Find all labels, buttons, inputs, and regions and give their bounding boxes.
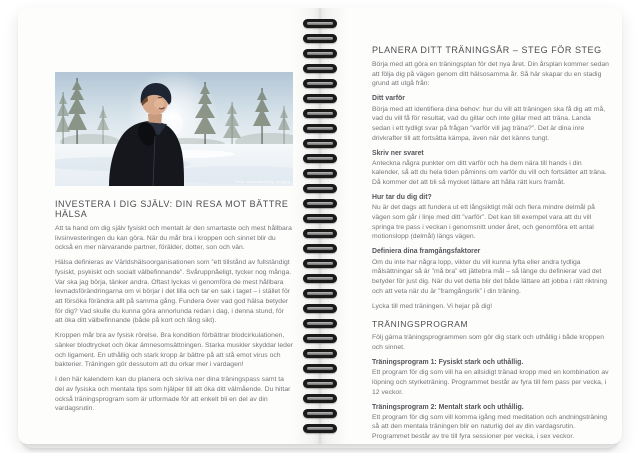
binding-loop — [303, 334, 337, 343]
binding-loop — [303, 259, 337, 268]
binding-loop — [303, 289, 337, 298]
binding-loop — [303, 154, 337, 163]
section-framgangsfaktorer — [372, 247, 610, 296]
binding-loop — [303, 409, 337, 418]
photo-credit: Foto: andreas/Getty Images — [235, 179, 290, 184]
planner-book-spread — [18, 8, 622, 444]
right-intro: Börja med att göra en träningsplan för det nya året. Din årsplan kommer sedan att följa dig på vägen genom ditt hälsosamma år. Så här skapar du en stadig grund att utgå från: — [372, 61, 609, 88]
spiral-binding — [302, 19, 338, 433]
binding-loop — [303, 124, 337, 133]
binding-loop — [303, 34, 337, 43]
binding-loop — [303, 64, 337, 73]
binding-loop — [303, 394, 337, 403]
section-body: Om du inte har några lopp, vikter du vill kunna lyfta eller andra tydliga målsättningar så är ”må bra” ett jättebra mål – så länge du definierar vad det betyder för just dig. När du vet detta blir det både lättare att jobba i rätt riktning och att veta när du är ”framgångsrik” i din träning. — [372, 258, 608, 295]
binding-loop — [303, 19, 337, 28]
closing-line: Lycka till med träningen. Vi hejar på dig! — [372, 302, 493, 310]
binding-loop — [303, 319, 337, 328]
program-1 — [372, 358, 610, 397]
binding-loop — [303, 214, 337, 223]
binding-loop — [303, 274, 337, 283]
binding-loop — [303, 349, 337, 358]
section-body: Nu är det dags att fundera ut ett långsiktigt mål och flera mindre delmål på vägen som går i linje med ditt ”varför”. Det kan till exempel vara att du vill springa tre pass i veckan i genomsnitt under året, och genomföra ett antal motionslopp (delmål) längs vägen. — [372, 204, 595, 241]
binding-loop — [303, 379, 337, 388]
binding-loop — [303, 184, 337, 193]
program-title: Träningsprogram 2: Mentalt stark och uthållig. — [372, 403, 524, 411]
left-paragraph: Kroppen mår bra av fysisk rörelse. Bra kondition förbättrar blodcirkulationen, sänker blodtrycket och ökar ämnesomsättningen. Starka muskler skyddar leder och ligament. En uthållig och stark kropp är bättre på att stå emot virus och bakterier. Träningen gör dessutom att du orkar mer i vardagen! — [55, 332, 294, 369]
right-page — [320, 8, 622, 444]
binding-loop — [303, 364, 337, 373]
left-page — [18, 8, 320, 444]
program-intro: Följ gärna träningsprogrammen som gör dig stark och uthållig i både kroppen och sinnet. — [372, 334, 604, 351]
binding-loop — [303, 109, 337, 118]
program-body: Ett program för dig som vill ha en allsidigt tränad kropp med en kombination av löpning och styrketräning. Programmet består av fyra till fem pass per vecka, i 12 veckor. — [372, 369, 609, 396]
section-skriv-ner-svaret — [372, 149, 610, 188]
binding-loop — [303, 139, 337, 148]
binding-loop — [303, 424, 337, 433]
binding-loop — [303, 94, 337, 103]
section-body: Anteckna några punkter om ditt varför och ha dem nära till hands i din kalender, så att du hela tiden påminns om varför du vill och fortsätter att träna. Då kommer det att bli så mycket lättare att hålla rätt kurs framåt. — [372, 159, 607, 187]
left-paragraph: I den här kalendern kan du planera och skriva ner dina träningspass samt ta del av fysiska och mentala tips som hjälper till att öka ditt välmående. Du hittar också träningsprogram som är utformade för att enkelt bli en del av din vardagsrutin. — [55, 376, 291, 413]
section-title: Skriv ner svaret — [372, 149, 424, 157]
binding-loop — [303, 304, 337, 313]
binding-loop — [303, 49, 337, 58]
section-hur-tar-du-dig-dit — [372, 193, 610, 242]
program-title: Träningsprogram 1: Fysiskt stark och uthållig. — [372, 359, 524, 367]
winter-runner-photo — [55, 72, 293, 186]
right-page-heading: PLANERA DITT TRÄNINGSÅR – STEG FÖR STEG — [372, 45, 602, 55]
program-2 — [372, 403, 610, 442]
winter-scene-illustration — [55, 72, 293, 186]
left-paragraph: Hälsa definieras av Världshälsoorganisationen som ”ett tillstånd av fullständigt fysiskt, psykiskt och socialt välbefinnande”. Svåruppnåeligt, tycker nog många. Var ska jag börja, tänker andra. Oftast lyckas vi genomföra de mest hållbara levnadsförändringarna om vi börjar i det lilla och tar en sak i taget – i stället för att försöka förändra allt på samma gång. Fundera över vad god hälsa betyder för dig? Vad skulle du kunna göra annorlunda redan i dag, i denna stund, för att öka ditt välbefinnande (både på kort och lång sikt). — [55, 259, 292, 325]
section-title: Definiera dina framgångsfaktorer — [372, 248, 481, 256]
program-heading: TRÄNINGSPROGRAM — [372, 319, 469, 330]
section-body: Börja med att identifiera dina behov: hur du vill att träningen ska få dig att må, vad du vill få för resultat, vad du gillar och inte gillar med att träna. Landa sedan i ett tydligt svar på frågan ”varför vill jag träna?”. Det är dina inre drivkrafter till att fortsätta kämpa, även när det känns tungt. — [372, 105, 606, 142]
section-title: Hur tar du dig dit? — [372, 194, 432, 202]
left-page-heading: INVESTERA I DIG SJÄLV: DIN RESA MOT BÄTTRE HÄLSA — [55, 199, 289, 219]
program-body: Ett program för dig som vill komma igång med meditation och andningsträning så att den mentala träningen blir en naturlig del av din vardagsrutin. Programmet består av tre till fyra sessioner per vecka, i sex veckor. — [372, 413, 607, 441]
left-paragraph: Att ta hand om dig själv fysiskt och mentalt är den smartaste och mest hållbara livsinvesteringen du kan göra. När du mår bra i kroppen och sinnet blir du också en mer närvarande partner, förälder, dotter, son och vän. — [55, 225, 292, 252]
binding-loop — [303, 169, 337, 178]
binding-loop — [303, 79, 337, 88]
section-title: Ditt varför — [372, 95, 405, 103]
binding-loop — [303, 244, 337, 253]
section-ditt-varfor — [372, 94, 610, 143]
binding-loop — [303, 199, 337, 208]
binding-loop — [303, 229, 337, 238]
